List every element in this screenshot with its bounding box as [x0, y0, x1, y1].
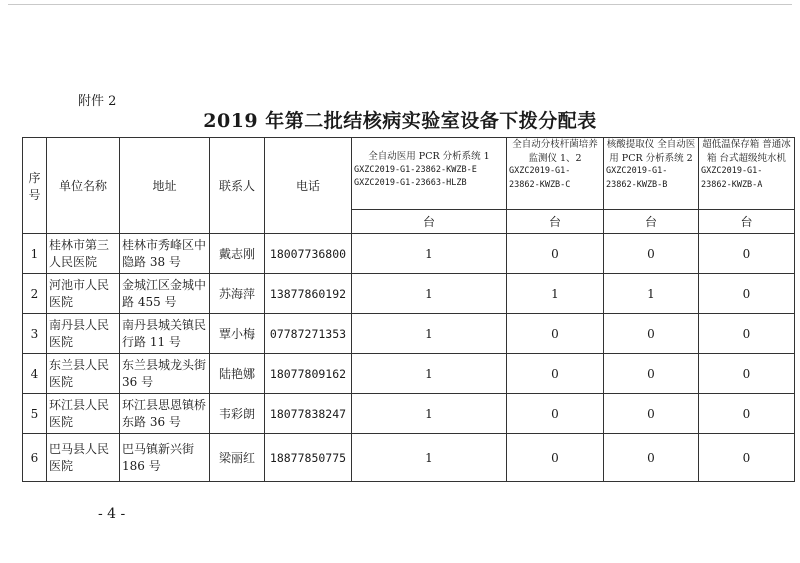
- row-seq: 1: [23, 234, 47, 274]
- row-qty-equipment-3: 0: [604, 434, 699, 482]
- row-qty-equipment-1: 1: [352, 434, 507, 482]
- row-qty-equipment-2: 0: [507, 434, 604, 482]
- row-phone: 07787271353: [265, 314, 352, 354]
- row-qty-equipment-4: 0: [699, 394, 795, 434]
- table-row: [23, 274, 795, 314]
- row-qty-equipment-1: 1: [352, 274, 507, 314]
- header-seq: 序号: [23, 138, 47, 234]
- header-unit: 单位名称: [47, 138, 120, 234]
- row-address: 桂林市秀峰区中隐路 38 号: [120, 234, 210, 274]
- row-qty-equipment-1: 1: [352, 394, 507, 434]
- row-address: 金城江区金城中路 455 号: [120, 274, 210, 314]
- row-unit-name: 东兰县人民医院: [47, 354, 120, 394]
- header-equipment-2: [507, 138, 604, 210]
- row-seq: 4: [23, 354, 47, 394]
- header-equipment-3: [604, 138, 699, 210]
- equipment-1-name: 全自动医用 PCR 分析系统 1: [368, 151, 490, 162]
- row-qty-equipment-2: 0: [507, 234, 604, 274]
- row-unit-name: 河池市人民医院: [47, 274, 120, 314]
- header-phone: 电话: [265, 138, 352, 234]
- row-qty-equipment-1: 1: [352, 314, 507, 354]
- row-phone: 18077838247: [265, 394, 352, 434]
- table-row: [23, 314, 795, 354]
- equipment-3-name: 核酸提取仪 全自动医用 PCR 分析系统 2: [606, 139, 696, 164]
- equipment-2-code: GXZC2019-G1-23862-KWZB-C: [509, 166, 571, 190]
- table-row: [23, 394, 795, 434]
- table-row: [23, 434, 795, 482]
- top-border-line: [8, 4, 792, 5]
- row-contact: 梁丽红: [210, 434, 265, 482]
- row-qty-equipment-1: 1: [352, 354, 507, 394]
- row-seq: 3: [23, 314, 47, 354]
- row-address: 南丹县城关镇民行路 11 号: [120, 314, 210, 354]
- table-row: [23, 354, 795, 394]
- row-qty-equipment-4: 0: [699, 234, 795, 274]
- row-qty-equipment-3: 0: [604, 234, 699, 274]
- allocation-table: [22, 137, 795, 482]
- equipment-4-code: GXZC2019-G1-23862-KWZB-A: [701, 166, 763, 190]
- row-qty-equipment-4: 0: [699, 354, 795, 394]
- header-equipment-1: [352, 138, 507, 210]
- row-qty-equipment-2: 1: [507, 274, 604, 314]
- equipment-2-name: 全自动分枝杆菌培养监测仪 1、2: [512, 139, 598, 164]
- row-qty-equipment-2: 0: [507, 394, 604, 434]
- row-qty-equipment-3: 0: [604, 314, 699, 354]
- table-body: [23, 234, 795, 482]
- row-phone: 18007736800: [265, 234, 352, 274]
- row-qty-equipment-3: 0: [604, 354, 699, 394]
- row-phone: 13877860192: [265, 274, 352, 314]
- row-qty-equipment-2: 0: [507, 354, 604, 394]
- equipment-4-name: 超低温保存箱 普通冰箱 台式超级纯水机: [702, 139, 791, 164]
- unit-equipment-2: 台: [507, 210, 604, 234]
- unit-equipment-4: 台: [699, 210, 795, 234]
- row-address: 东兰县城龙头街 36 号: [120, 354, 210, 394]
- row-qty-equipment-4: 0: [699, 434, 795, 482]
- header-equipment-4: [699, 138, 795, 210]
- row-address: 巴马镇新兴街 186 号: [120, 434, 210, 482]
- row-unit-name: 巴马县人民医院: [47, 434, 120, 482]
- row-contact: 覃小梅: [210, 314, 265, 354]
- row-qty-equipment-4: 0: [699, 274, 795, 314]
- equipment-1-code: GXZC2019-G1-23862-KWZB-E GXZC2019-G1-23663-HLZB: [354, 164, 477, 188]
- row-seq: 2: [23, 274, 47, 314]
- row-address: 环江县思恩镇桥东路 36 号: [120, 394, 210, 434]
- header-contact: 联系人: [210, 138, 265, 234]
- unit-equipment-1: 台: [352, 210, 507, 234]
- header-address: 地址: [120, 138, 210, 234]
- row-seq: 5: [23, 394, 47, 434]
- row-qty-equipment-3: 1: [604, 274, 699, 314]
- row-seq: 6: [23, 434, 47, 482]
- row-qty-equipment-4: 0: [699, 314, 795, 354]
- row-contact: 陆艳娜: [210, 354, 265, 394]
- annex-label: 附件 2: [78, 94, 117, 109]
- unit-equipment-3: 台: [604, 210, 699, 234]
- row-contact: 苏海萍: [210, 274, 265, 314]
- row-phone: 18077809162: [265, 354, 352, 394]
- row-contact: 戴志刚: [210, 234, 265, 274]
- row-unit-name: 南丹县人民医院: [47, 314, 120, 354]
- row-qty-equipment-2: 0: [507, 314, 604, 354]
- row-unit-name: 环江县人民医院: [47, 394, 120, 434]
- row-phone: 18877850775: [265, 434, 352, 482]
- row-contact: 韦彩朗: [210, 394, 265, 434]
- page-number: - 4 -: [98, 506, 126, 522]
- table-row: [23, 234, 795, 274]
- row-qty-equipment-3: 0: [604, 394, 699, 434]
- equipment-3-code: GXZC2019-G1-23862-KWZB-B: [606, 166, 668, 190]
- header-row: [23, 138, 795, 210]
- row-unit-name: 桂林市第三人民医院: [47, 234, 120, 274]
- document-title: 2019 年第二批结核病实验室设备下拨分配表: [203, 110, 597, 132]
- row-qty-equipment-1: 1: [352, 234, 507, 274]
